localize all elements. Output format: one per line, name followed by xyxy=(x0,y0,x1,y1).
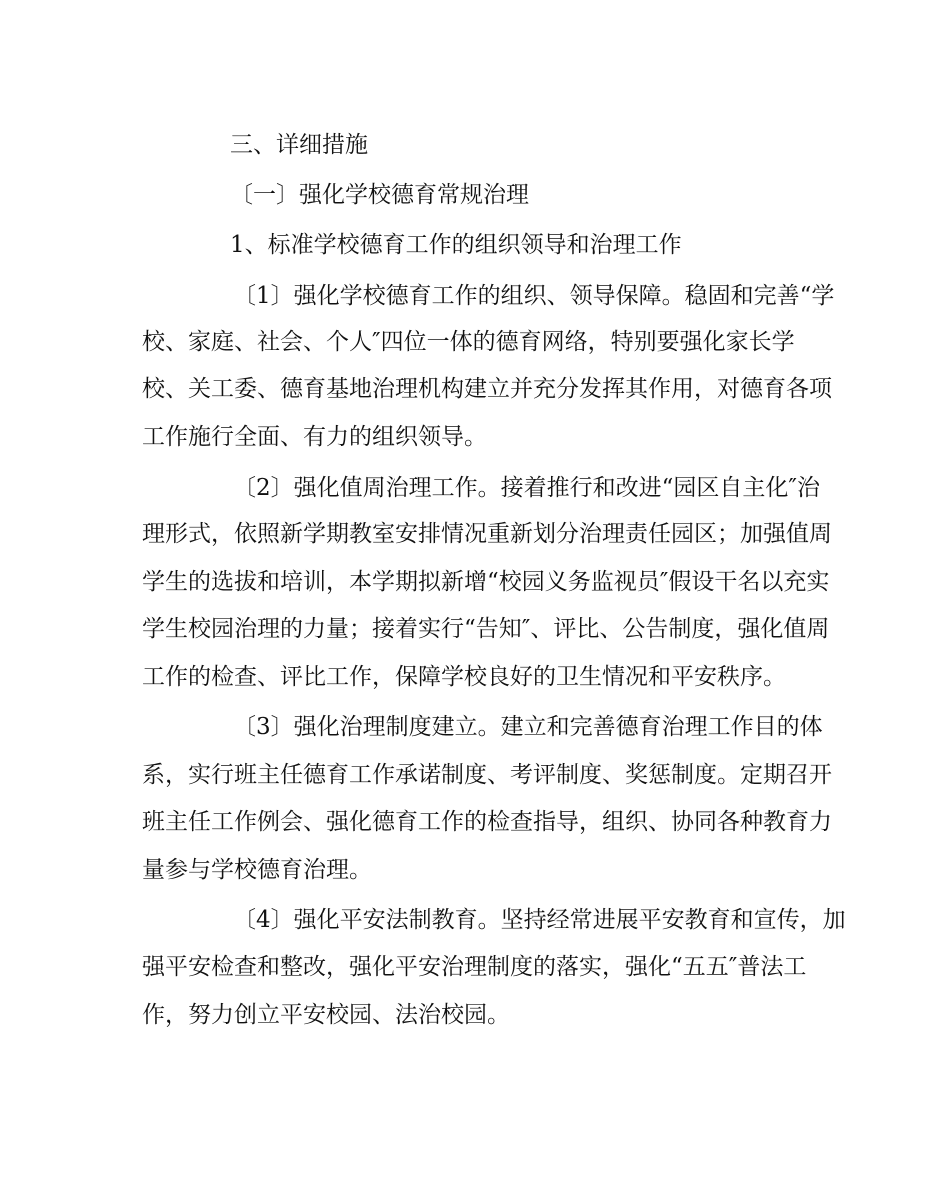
paragraph-line: 工作施行全面、有力的组织领导。 xyxy=(142,424,487,450)
paragraph-line: 学生校园治理的力量；接着实行“告知″、评比、公告制度，强化值周 xyxy=(142,616,830,642)
paragraph-line: 〔2〕强化值周治理工作。接着推行和改进“园区自主化″治 xyxy=(233,475,820,501)
paragraph-line: 〔1〕强化学校德育工作的组织、领导保障。稳固和完善“学 xyxy=(233,283,835,309)
paragraph-line: 系，实行班主任德育工作承诺制度、考评制度、奖惩制度。定期召开 xyxy=(142,762,832,788)
subsection-heading: 〔一〕强化学校德育常规治理 xyxy=(230,182,529,208)
paragraph-line: 学生的选拔和培训，本学期拟新增“校园义务监视员″假设干名以充实 xyxy=(142,569,830,595)
paragraph-line: 班主任工作例会、强化德育工作的检查指导，组织、协同各种教育力 xyxy=(142,809,832,835)
paragraph-line: 〔4〕强化平安法制教育。坚持经常进展平安教育和宣传，加 xyxy=(233,907,846,933)
paragraph-line: 强平安检查和整改，强化平安治理制度的落实，强化“五五″普法工 xyxy=(142,954,807,980)
paragraph-line: 量参与学校德育治理。 xyxy=(142,857,372,883)
paragraph-line: 作，努力创立平安校园、法治校园。 xyxy=(142,1002,510,1028)
paragraph-line: 校、关工委、德育基地治理机构建立并充分发挥其作用，对德育各项 xyxy=(142,376,832,402)
paragraph-line: 工作的检查、评比工作，保障学校良好的卫生情况和平安秩序。 xyxy=(142,664,786,690)
paragraph-line: 〔3〕强化治理制度建立。建立和完善德育治理工作目的体 xyxy=(233,714,823,740)
paragraph-line: 校、家庭、社会、个人″四位一体的德育网络，特别要强化家长学 xyxy=(142,329,795,355)
item-heading: 1、标准学校德育工作的组织领导和治理工作 xyxy=(230,232,682,258)
paragraph-line: 理形式，依照新学期教室安排情况重新划分治理责任园区；加强值周 xyxy=(142,521,832,547)
section-heading: 三、详细措施 xyxy=(230,132,368,158)
